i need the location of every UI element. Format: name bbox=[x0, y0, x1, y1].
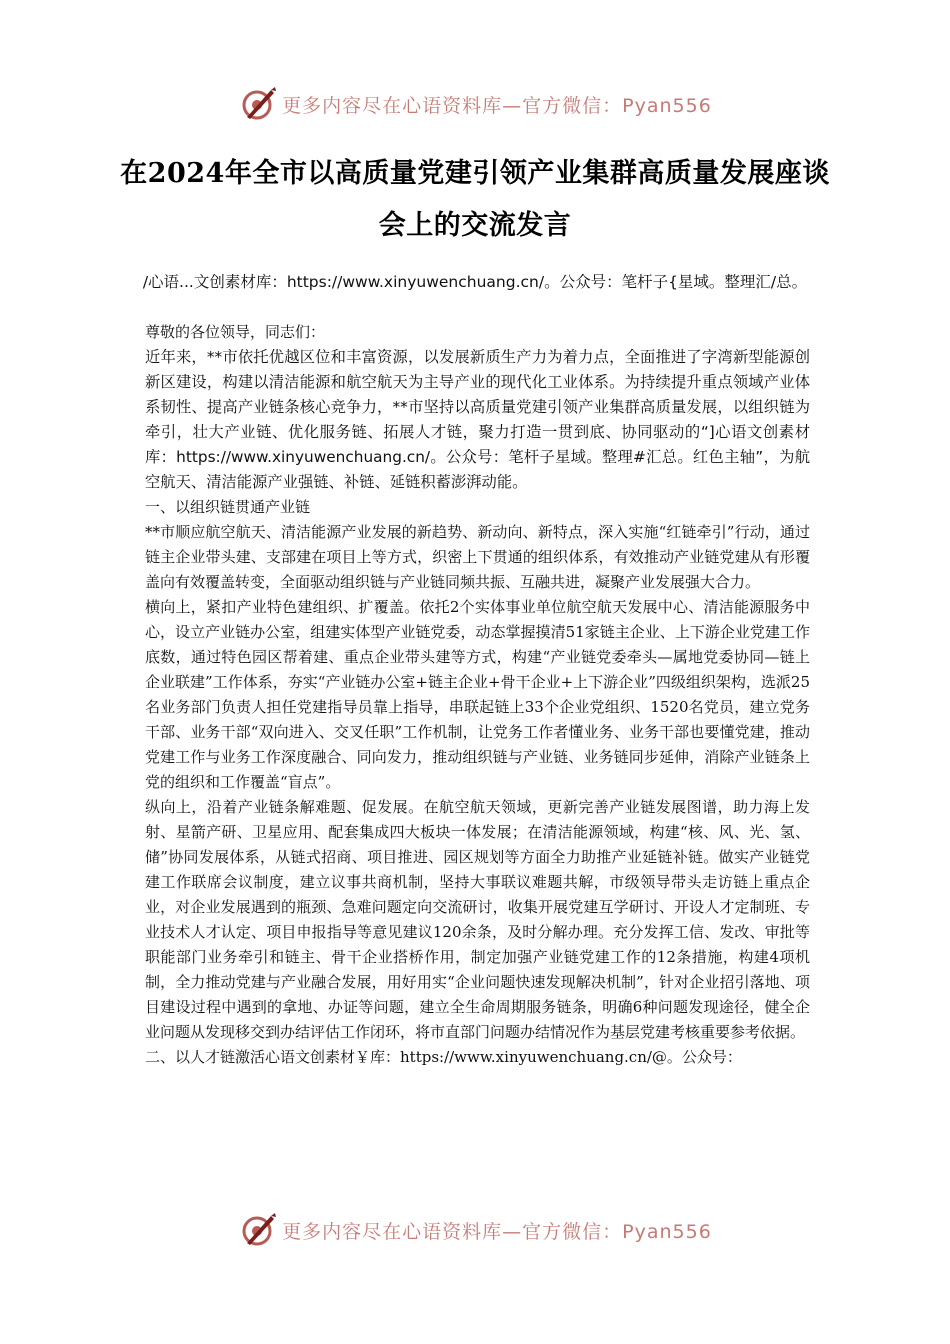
header-banner bbox=[0, 84, 950, 124]
banner-text: 更多内容尽在心语资料库—官方微信：Pyan556 bbox=[282, 94, 712, 117]
document-title: 在2024年全市以高质量党建引领产业集群高质量发展座谈会上的交流发言 bbox=[120, 158, 830, 241]
pen-logo-icon bbox=[238, 84, 278, 124]
footer-banner bbox=[0, 1210, 950, 1250]
banner-text: 更多内容尽在心语资料库—官方微信：Pyan556 bbox=[282, 1220, 712, 1243]
document-body bbox=[145, 320, 810, 1070]
intro-paragraph: 近年来，**市依托优越区位和丰富资源，以发展新质生产力为着力点，全面推进了字湾新型能源创新区建设，构建以清洁能源和航空航天为主导产业的现代化工业体系。为持续提升重点领域产业体系韧性、提高产业链条核心竞争力，**市坚持以高质量党建引领产业集群高质量发展，以组织链为牵引，壮大产业链、优化服务链、拓展人才链，聚力打造一贯到底、协同驱动的“]心语文创素材库：https://www.xinyuwenchuang.cn/。公众号：笔杆子星域。整理#汇总。红色主轴”，为航空航天、清洁能源产业强链、补链、延链积蓄澎湃动能。 bbox=[145, 348, 810, 491]
section-1-heading: 一、以组织链贯通产业链 bbox=[145, 498, 311, 516]
section-1-paragraph-2: 横向上，紧扣产业特色建组织、扩覆盖。依托2个实体事业单位航空航天发展中心、清洁能源服务中心，设立产业链办公室，组建实体型产业链党委，动态掌握摸清51家链主企业、上下游企业党建工作底数，通过特色园区帮着建、重点企业带头建等方式，构建“产业链党委牵头—属地党委协同—链上企业联建”工作体系，夯实“产业链办公室+链主企业+骨干企业+上下游企业”四级组织架构，选派25名业务部门负责人担任党建指导员靠上指导，串联起链上33个企业党组织、1520名党员，建立党务干部、业务干部“双向进入、交叉任职”工作机制，让党务工作者懂业务、业务干部也要懂党建，推动党建工作与业务工作深度融合、同向发力，推动组织链与产业链、业务链同步延伸，消除产业链条上党的组织和工作覆盖“盲点”。 bbox=[145, 598, 810, 791]
section-1-paragraph-3: 纵向上，沿着产业链条解难题、促发展。在航空航天领域，更新完善产业链发展图谱，助力海上发射、星箭产研、卫星应用、配套集成四大板块一体发展；在清洁能源领域，构建“核、风、光、氢、储”协同发展体系，从链式招商、项目推进、园区规划等方面全力助推产业延链补链。做实产业链党建工作联席会议制度，建立议事共商机制，坚持大事联议难题共解，市级领导带头走访链上重点企业，对企业发展遇到的瓶颈、急难问题定向交流研讨，收集开展党建互学研讨、开设人才定制班、专业技术人才认定、项目申报指导等意见建议120余条，及时分解办理。充分发挥工信、发改、审批等职能部门业务牵引和链主、骨干企业搭桥作用，制定加强产业链党建工作的12条措施，构建4项机制，全力推动党建与产业融合发展，用好用实“企业问题快速发现解决机制”，针对企业招引落地、项目建设过程中遇到的拿地、办证等问题，建立全生命周期服务链条，明确6种问题发现途径，健全企业问题从发现移交到办结评估工作闭环，将市直部门问题办结情况作为基层党建考核重要参考依据。 bbox=[145, 798, 810, 1041]
section-1-paragraph-1: **市顺应航空航天、清洁能源产业发展的新趋势、新动向、新特点，深入实施“红链牵引”行动，通过链主企业带头建、支部建在项目上等方式，织密上下贯通的组织体系，有效推动产业链党建从有形覆盖向有效覆盖转变，全面驱动组织链与产业链同频共振、互融共进，凝聚产业发展强大合力。 bbox=[145, 523, 810, 591]
source-line: /心语...文创素材库：https://www.xinyuwenchuang.cn/。公众号：笔杆子{星域。整理汇/总。 bbox=[142, 273, 808, 291]
salutation: 尊敬的各位领导，同志们： bbox=[145, 323, 326, 341]
section-2-heading: 二、以人才链激活心语文创素材￥库：https://www.xinyuwenchuang.cn/@。公众号： bbox=[145, 1048, 742, 1066]
pen-logo-icon bbox=[238, 1210, 278, 1250]
